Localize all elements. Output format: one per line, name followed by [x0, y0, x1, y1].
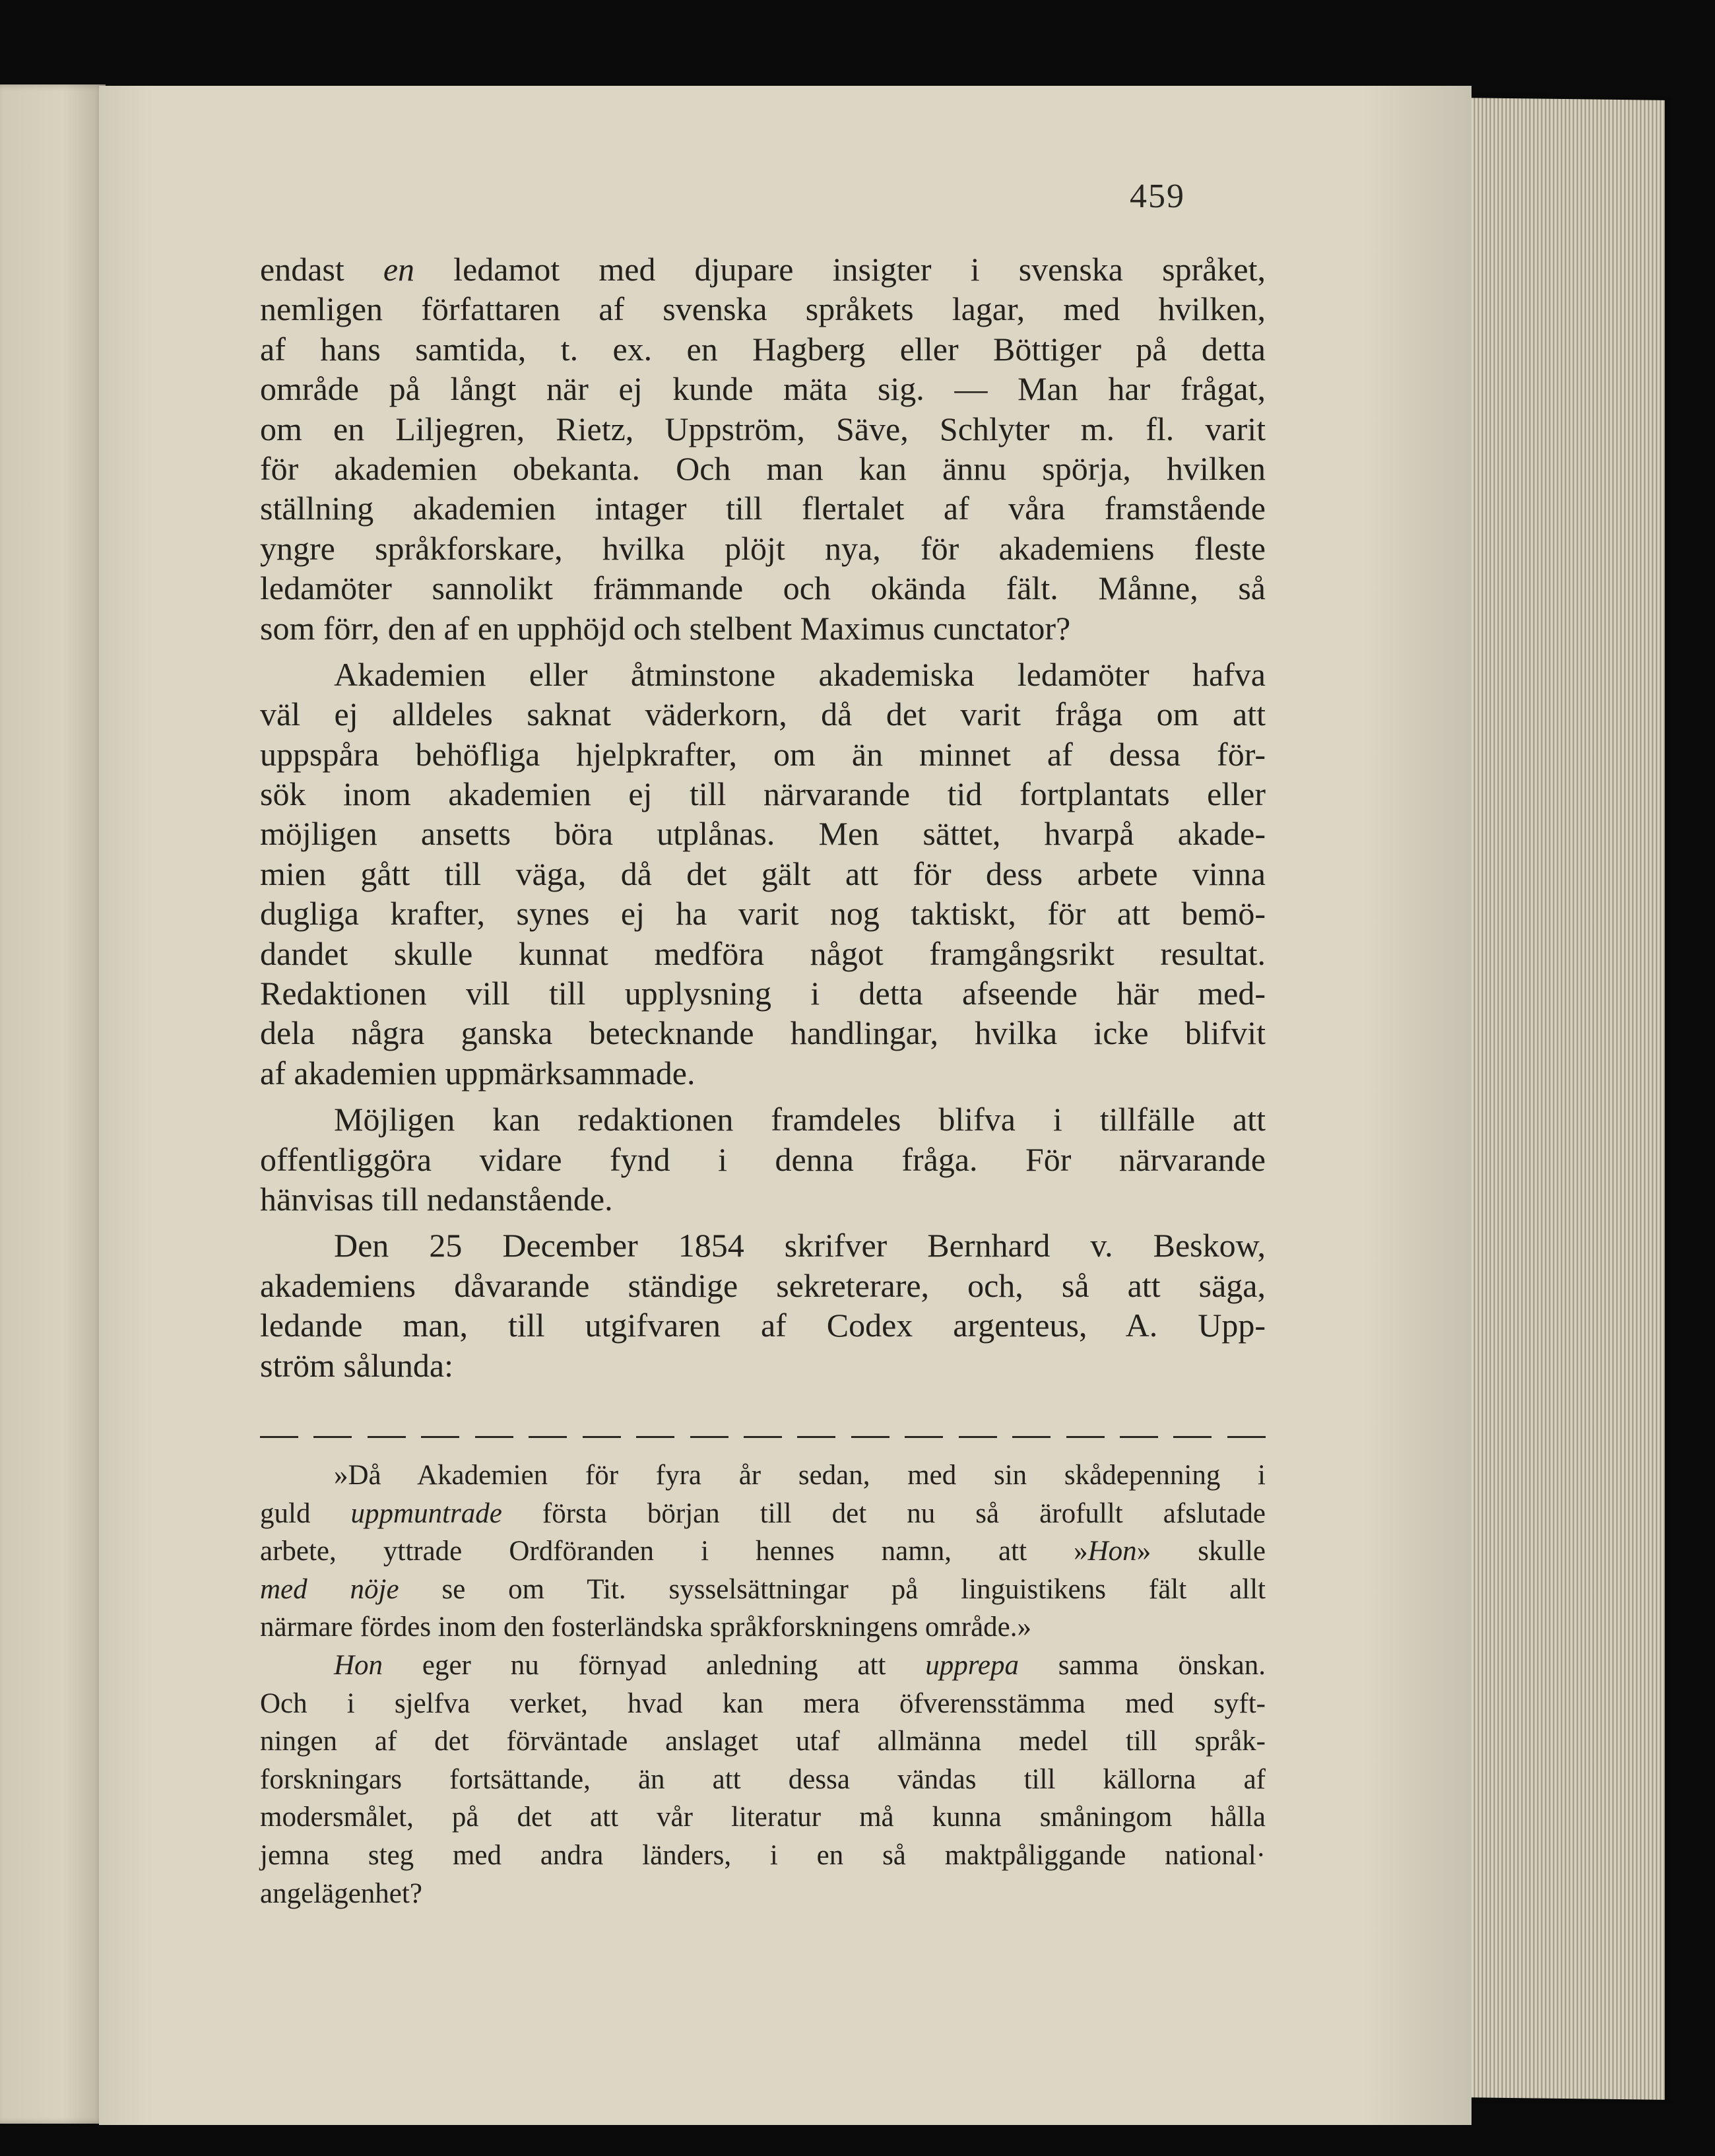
divider-dash	[1227, 1436, 1266, 1438]
text-line: område på långt när ej kunde mäta sig. — Man har frågat,	[260, 370, 1266, 408]
divider-dash	[368, 1436, 406, 1438]
quoted-letter	[260, 1456, 1266, 1912]
text-line: väl ej alldeles saknat väderkorn, då det varit fråga om att	[260, 696, 1266, 733]
text-line: Möjligen kan redaktionen framdeles blifva i tillfälle att	[334, 1101, 1266, 1138]
quote-line: »Då Akademien för fyra år sedan, med sin skådepenning i	[334, 1460, 1266, 1491]
text-line: af akademien uppmärksammade.	[260, 1054, 696, 1092]
divider-dash	[313, 1436, 352, 1438]
text-line: ställning akademien intager till flertalet af våra framstående	[260, 490, 1266, 527]
divider-dash	[690, 1436, 728, 1438]
text-line: akademiens dåvarande ständige sekreterare, och, så att säga,	[260, 1266, 1266, 1304]
text-line: möjligen ansetts böra utplånas. Men sättet, hvarpå akade-	[260, 815, 1266, 853]
quote-line: angelägenhet?	[260, 1878, 422, 1909]
text-line: för akademien obekanta. Och man kan ännu spörja, hvilken	[260, 449, 1266, 487]
divider-dash	[475, 1436, 513, 1438]
text-line: Den 25 December 1854 skrifver Bernhard v. Beskow,	[334, 1227, 1266, 1264]
text-line: yngre språkforskare, hvilka plöjt nya, för akademiens fleste	[260, 529, 1266, 567]
quote-line: ningen af det förväntade anslaget utaf allmänna medel till språk-	[260, 1726, 1266, 1757]
body-text	[260, 249, 1266, 1385]
divider-dash	[744, 1436, 782, 1438]
text-line: dandet skulle kunnat medföra något framgångsrikt resultat.	[260, 934, 1266, 972]
left-page-edge	[0, 84, 106, 2124]
text-line: af hans samtida, t. ex. en Hagberg eller Böttiger på detta	[260, 330, 1266, 368]
text-line: endast en ledamot med djupare insigter i svenska språket,	[260, 251, 1266, 288]
quote-line: guld uppmuntrade första början till det nu så ärofullt afslutade	[260, 1497, 1266, 1529]
text-line: Akademien eller åtminstone akademiska ledamöter hafva	[334, 655, 1266, 693]
text-line: hänvisas till nedanstående.	[260, 1180, 613, 1218]
text-line: nemligen författaren af svenska språkets lagar, med hvilken,	[260, 290, 1266, 328]
text-line: uppspåra behöfliga hjelpkrafter, om än minnet af dessa för-	[260, 735, 1266, 773]
quote-line: Och i sjelfva verket, hvad kan mera öfverensstämma med syft-	[260, 1687, 1266, 1719]
quote-line: jemna steg med andra länders, i en så maktpåliggande national·	[260, 1839, 1266, 1871]
text-line: dugliga krafter, synes ej ha varit nog taktiskt, för att bemö-	[260, 895, 1266, 932]
text-line: offentliggöra vidare fynd i denna fråga. För närvarande	[260, 1140, 1266, 1178]
quote-line: närmare fördes inom den fosterländska språkforskningens område.»	[260, 1612, 1031, 1643]
divider-dash	[851, 1436, 890, 1438]
text-line: mien gått till väga, då det gält att för dess arbete vinna	[260, 855, 1266, 892]
section-divider	[260, 1429, 1266, 1445]
text-line: dela några ganska betecknande handlingar, hvilka icke blifvit	[260, 1014, 1266, 1052]
divider-dash	[421, 1436, 459, 1438]
divider-dash	[529, 1436, 567, 1438]
text-line: om en Liljegren, Rietz, Uppström, Säve, Schlyter m. fl. varit	[260, 410, 1266, 447]
divider-dash	[1012, 1436, 1051, 1438]
divider-dash	[1120, 1436, 1158, 1438]
divider-dash	[959, 1436, 997, 1438]
page-number: 459	[1130, 178, 1185, 215]
divider-dash	[583, 1436, 621, 1438]
text-line: som förr, den af en upphöjd och stelbent Maximus cunctator?	[260, 609, 1071, 647]
divider-dash	[905, 1436, 943, 1438]
quote-line: med nöje se om Tit. sysselsättningar på linguistikens fält allt	[260, 1573, 1266, 1605]
text-line: ledamöter sannolikt främmande och okända fält. Månne, så	[260, 570, 1266, 607]
divider-dash	[636, 1436, 674, 1438]
divider-dash	[260, 1436, 298, 1438]
text-line: ledande man, till utgifvaren af Codex argenteus, A. Upp-	[260, 1307, 1266, 1344]
page-stack-edges	[1464, 98, 1665, 2100]
divider-dash	[1173, 1436, 1212, 1438]
quote-line: arbete, yttrade Ordföranden i hennes namn, att »Hon» skulle	[260, 1536, 1266, 1567]
divider-dash	[797, 1436, 835, 1438]
text-line: Redaktionen vill till upplysning i detta afseende här med-	[260, 975, 1266, 1012]
divider-dash	[1066, 1436, 1105, 1438]
quote-line: forskningars fortsättande, än att dessa vändas till källorna af	[260, 1763, 1266, 1795]
text-line: ström sålunda:	[260, 1346, 454, 1384]
quote-line: Hon eger nu förnyad anledning att upprepa samma önskan.	[334, 1649, 1266, 1681]
text-line: sök inom akademien ej till närvarande tid fortplantats eller	[260, 775, 1266, 813]
quote-line: modersmålet, på det att vår literatur må kunna småningom hålla	[260, 1802, 1266, 1833]
